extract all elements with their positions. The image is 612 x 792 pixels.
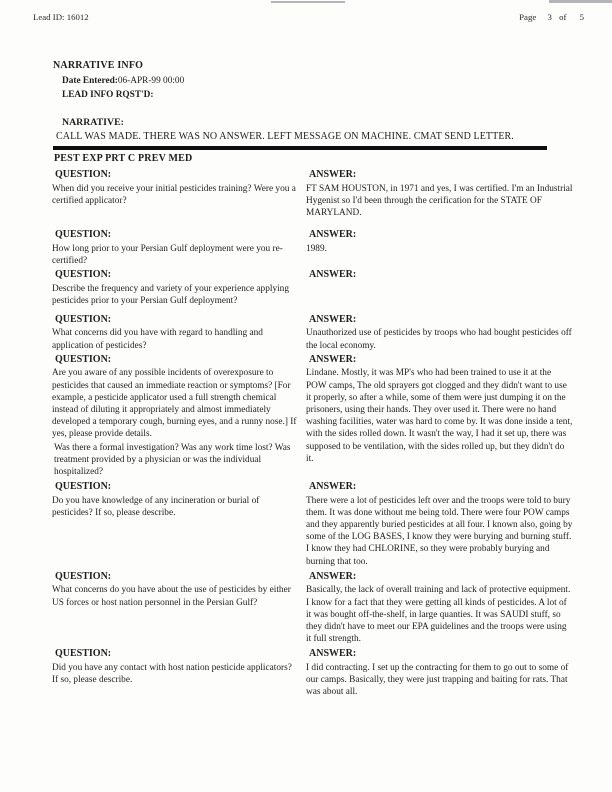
question-text: Did you have any contact with host nation pesticide applicators? If so, please describe. — [52, 662, 292, 686]
answer-label: ANSWER: — [309, 229, 357, 241]
page-indicator — [519, 12, 584, 22]
narrative-info-block — [53, 60, 572, 142]
question-label: QUESTION: — [55, 648, 112, 660]
question-block — [52, 229, 298, 267]
question-text: Are you aware of any possible incidents of overexposure to pesticides that caused an immediate reaction or symptoms? [For example, a pesticide applicator used a full strength chemical instead of diluting it appropriately and almost immediately developed a temporary cough, burning eyes, and a runny nose.] If yes, please provide details. — [52, 368, 297, 440]
question-block — [52, 269, 298, 307]
answer-label: ANSWER: — [309, 570, 357, 582]
qa-pair — [52, 354, 573, 478]
narrative-info-fields — [62, 75, 572, 102]
question-block — [52, 648, 298, 698]
pest-exp-section — [52, 153, 573, 699]
answer-text: Lindane. Mostly, it was MP's who had been trained to use it at the POW camps, The old sprayers got clogged and they didn't want to use it properly, so after a while, some of them were just dumping it on the prisoners, using their hands. They over used it. There were no hand washing facilities, water was hard to come by. It was done inside a tent, with the sides rolled down. It wasn't the way, I had it set up, there was supposed to be ventilation, with the sides rolled up, but they didn't do it. — [306, 368, 573, 464]
section-divider-rule — [53, 146, 547, 150]
answer-label: ANSWER: — [309, 313, 357, 325]
qa-pair — [52, 314, 573, 352]
question-label: QUESTION: — [55, 229, 112, 241]
answer-block — [306, 169, 573, 219]
answer-block — [306, 229, 573, 267]
question-label: QUESTION: — [55, 169, 112, 180]
answer-block — [306, 481, 573, 568]
answer-block — [306, 648, 573, 698]
question-label: QUESTION: — [55, 481, 112, 493]
question-text: What concerns did you have with regard to handling and application of pesticides? — [52, 328, 263, 351]
question-label: QUESTION: — [55, 570, 112, 582]
question-text-continued: Was there a formal investigation? Was any work time lost? Was treatment provided by a physician or was the individual hospitalized? — [54, 442, 291, 477]
answer-text: Basically, the lack of overall training and lack of protective equipment. I know for a fact that they were getting all kinds of pesticides. A lot of it was bought off-the-shelf, in large quanties. It was SAUDI stuff, so they didn't have to meet our EPA guidelines and the troops were using it full strength. — [306, 585, 571, 645]
question-text: What concerns do you have about the use of pesticides by either US forces or host nation personnel in the Persian Gulf? — [52, 585, 291, 608]
narrative-info-title: NARRATIVE INFO — [53, 60, 144, 71]
answer-block — [306, 314, 573, 352]
question-text: How long prior to your Persian Gulf deployment were you re-certified? — [52, 243, 283, 266]
page-label: Page — [519, 12, 537, 22]
question-label: QUESTION: — [55, 353, 112, 365]
answer-block — [306, 571, 573, 646]
answer-block — [306, 269, 573, 307]
date-entered-value: 06-APR-99 00:00 — [117, 76, 185, 86]
date-entered-row — [62, 75, 572, 89]
question-text: Describe the frequency and variety of your experience applying pesticides prior to your Persian Gulf deployment? — [52, 283, 289, 306]
qa-pair — [52, 269, 573, 307]
narrative-label: NARRATIVE: — [62, 117, 124, 128]
question-block — [52, 481, 298, 568]
answer-text: 1989. — [306, 243, 327, 254]
answer-text: I did contracting. I set up the contracting for them to go out to some of our camps. Basically, they were just trapping and baiting for rats. That was about all. — [306, 662, 569, 698]
answer-text: FT SAM HOUSTON, in 1971 and yes, I was certified. I'm an Industrial Hygenist so I'd been through the cerification for the STATE OF MARYLAND. — [306, 183, 573, 218]
page-number: 3 — [547, 12, 552, 22]
question-label: QUESTION: — [55, 269, 112, 281]
qa-pair — [52, 229, 573, 267]
question-text: When did you receive your initial pesticides training? Were you a certified applicator? — [52, 183, 296, 206]
answer-label: ANSWER: — [309, 269, 357, 281]
question-block — [52, 314, 298, 352]
qa-pair — [52, 481, 573, 568]
page-total: 5 — [579, 12, 584, 22]
section-title: PEST EXP PRT C PREV MED — [54, 153, 193, 164]
answer-label: ANSWER: — [309, 648, 357, 660]
answer-block — [306, 354, 573, 478]
question-block — [52, 169, 298, 219]
question-block — [52, 571, 298, 646]
question-label: QUESTION: — [55, 313, 112, 325]
question-block — [52, 354, 298, 478]
qa-pair — [52, 648, 573, 698]
lead-info-rqstd-label: LEAD INFO RQST'D: — [62, 89, 154, 100]
scan-artifact-line — [549, 0, 612, 3]
page-header — [33, 12, 584, 22]
answer-label: ANSWER: — [309, 481, 357, 493]
qa-pair — [52, 169, 573, 219]
narrative-text: CALL WAS MADE. THERE WAS NO ANSWER. LEFT MESSAGE ON MACHINE. CMAT SEND LETTER. — [56, 131, 514, 142]
page-of-label: of — [559, 12, 567, 22]
question-text: Do you have knowledge of any incineration or burial of pesticides? If so, please describe. — [52, 495, 260, 518]
answer-label: ANSWER: — [309, 353, 357, 365]
answer-text: There were a lot of pesticides left over and the troops were told to bury them. It was done without me being told. There were four POW camps and they apparently buried pesticides at all four. I known also, going by some of the LOG BASES, I know they were burying and burning stuff. I know they had CHLORINE, so they were probably burying and burning that too. — [306, 495, 573, 567]
date-entered-label: Date Entered: — [62, 76, 118, 86]
answer-label: ANSWER: — [309, 169, 357, 180]
lead-id: Lead ID: 16012 — [33, 12, 89, 22]
scan-artifact-line — [271, 1, 345, 3]
qa-pair — [52, 571, 573, 646]
answer-text: Unauthorized use of pesticides by troops who had bought pesticides off the local economy. — [306, 328, 572, 351]
